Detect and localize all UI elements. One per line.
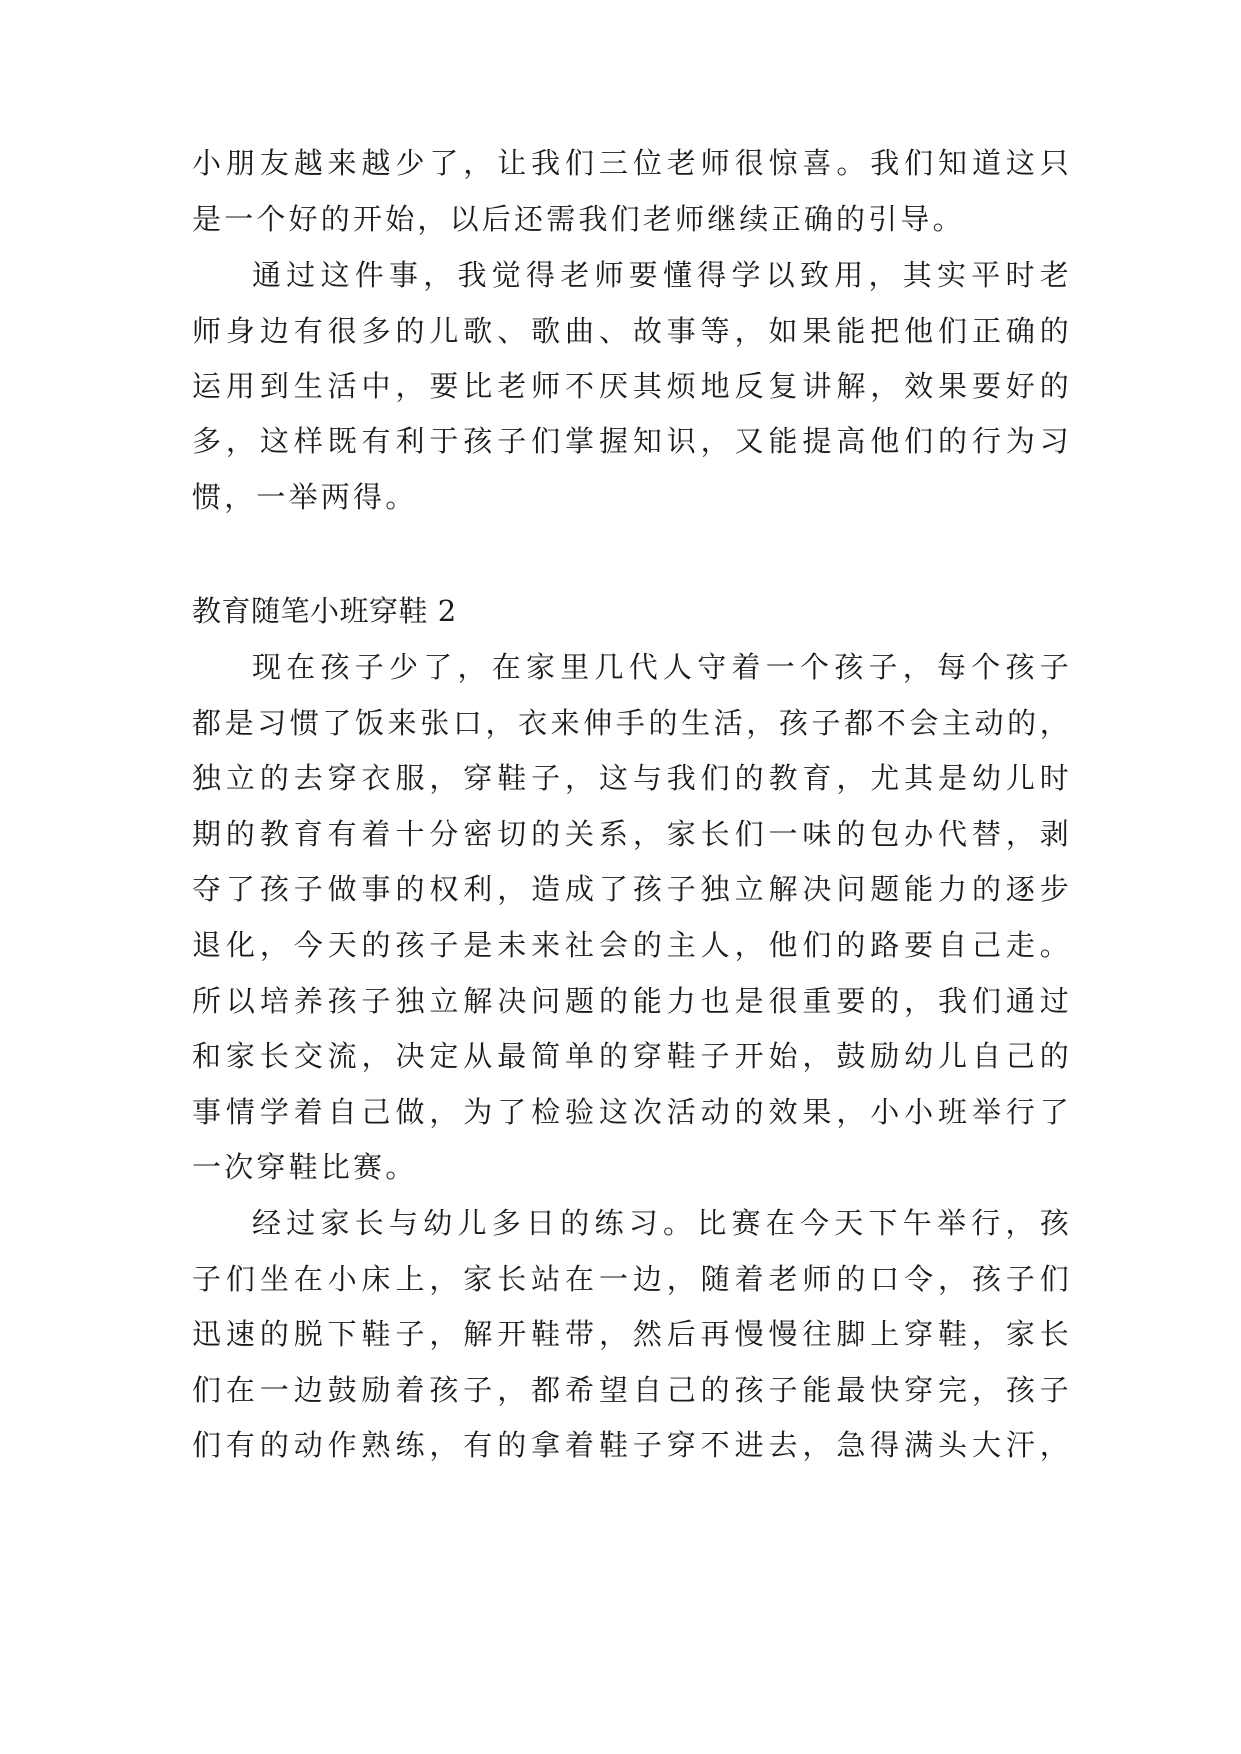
text-line: 子们坐在小床上，家长站在一边，随着老师的口令，孩子们 (192, 1262, 1072, 1296)
text-line: 是一个好的开始，以后还需我们老师继续正确的引导。 (192, 202, 965, 236)
text-line: 一次穿鞋比赛。 (192, 1150, 418, 1184)
text-line: 通过这件事，我觉得老师要懂得学以致用，其实平时老 (252, 258, 1072, 292)
text-line: 独立的去穿衣服，穿鞋子，这与我们的教育，尤其是幼儿时 (192, 761, 1072, 795)
text-line: 都是习惯了饭来张口，衣来伸手的生活，孩子都不会主动的， (192, 706, 1072, 740)
text-line: 师身边有很多的儿歌、歌曲、故事等，如果能把他们正确的 (192, 314, 1072, 348)
text-line: 经过家长与幼儿多日的练习。比赛在今天下午举行，孩 (252, 1206, 1072, 1240)
text-line: 退化，今天的孩子是未来社会的主人，他们的路要自己走。 (192, 928, 1072, 962)
text-line: 小朋友越来越少了，让我们三位老师很惊喜。我们知道这只 (192, 146, 1072, 180)
section-heading: 教育随笔小班穿鞋 2 (192, 594, 457, 628)
text-line: 们有的动作熟练，有的拿着鞋子穿不进去，急得满头大汗， (192, 1428, 1072, 1462)
text-line: 惯，一举两得。 (192, 480, 418, 514)
text-line: 运用到生活中，要比老师不厌其烦地反复讲解，效果要好的 (192, 369, 1072, 403)
text-line: 迅速的脱下鞋子，解开鞋带，然后再慢慢往脚上穿鞋，家长 (192, 1317, 1072, 1351)
text-line: 所以培养孩子独立解决问题的能力也是很重要的，我们通过 (192, 984, 1072, 1018)
text-line: 和家长交流，决定从最简单的穿鞋子开始，鼓励幼儿自己的 (192, 1039, 1072, 1073)
text-line: 们在一边鼓励着孩子，都希望自己的孩子能最快穿完，孩子 (192, 1373, 1072, 1407)
text-line: 多，这样既有利于孩子们掌握知识，又能提高他们的行为习 (192, 424, 1072, 458)
text-line: 事情学着自己做，为了检验这次活动的效果，小小班举行了 (192, 1095, 1072, 1129)
text-line: 现在孩子少了，在家里几代人守着一个孩子，每个孩子 (252, 650, 1072, 684)
text-line: 期的教育有着十分密切的关系，家长们一味的包办代替，剥 (192, 817, 1072, 851)
text-line: 夺了孩子做事的权利，造成了孩子独立解决问题能力的逐步 (192, 872, 1072, 906)
